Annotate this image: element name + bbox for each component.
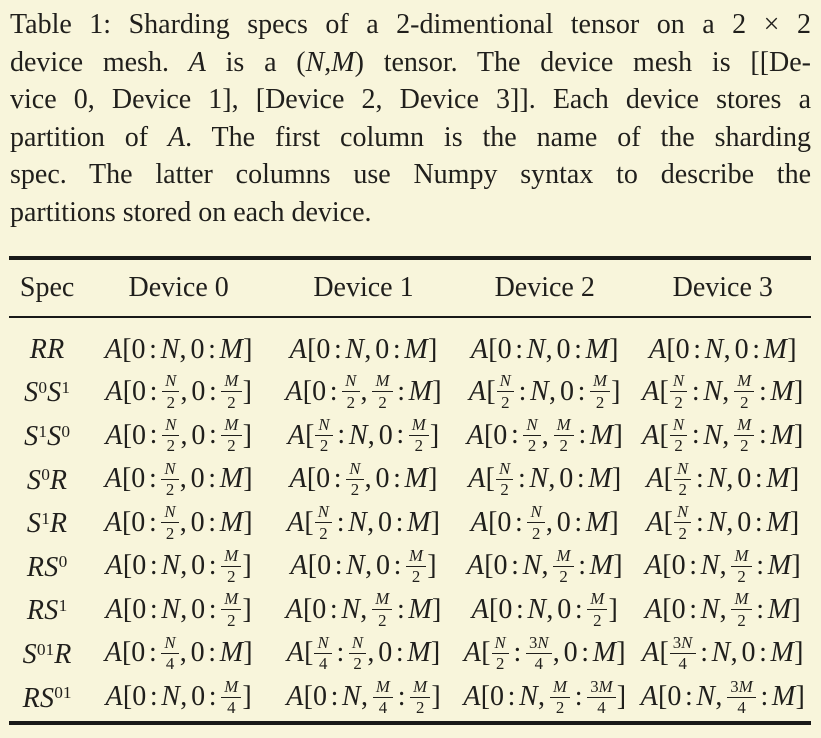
table-body (9, 318, 811, 721)
partition-cell: A[ $\frac{N}{2}$ : N, $\frac{M}{2}$ : M] (642, 371, 804, 412)
partition-cell: A[0 : N, $\frac{M}{4}$ : $\frac{M}{2}$ ] (286, 676, 441, 717)
stacked-fraction: $\frac{N}{2}$ (674, 460, 691, 499)
stacked-fraction: $\frac{N}{2}$ (670, 372, 687, 411)
stacked-fraction: $\frac{M}{2}$ (409, 416, 429, 455)
stacked-fraction: $\frac{M}{2}$ (372, 590, 392, 629)
stacked-fraction: $\frac{N}{2}$ (492, 634, 509, 673)
stacked-fraction: $\frac{N}{2}$ (162, 372, 179, 411)
stacked-fraction: $\frac{M}{2}$ (590, 372, 610, 411)
stacked-fraction: $\frac{N}{2}$ (496, 460, 513, 499)
partition-cell: A[0 : $\frac{N}{2}$ , 0 : M] (104, 502, 253, 543)
partition-cell: A[0 : N, 0 : $\frac{M}{4}$ ] (105, 676, 252, 717)
partition-cell: A[ $\frac{N}{2}$ : N, 0 : M] (646, 502, 800, 543)
stacked-fraction: $\frac{3M}{4}$ (587, 678, 616, 717)
stacked-fraction: $\frac{3N}{4}$ (670, 634, 696, 673)
column-header: Device 0 (128, 272, 229, 303)
spec-cell: RR (29, 333, 65, 365)
stacked-fraction: $\frac{M}{2}$ (221, 416, 241, 455)
stacked-fraction: $\frac{M}{2}$ (734, 372, 754, 411)
stacked-fraction: $\frac{M}{2}$ (731, 590, 751, 629)
stacked-fraction: $\frac{M}{2}$ (221, 590, 241, 629)
partition-cell: A[0 : N, $\frac{M}{2}$ : $\frac{3M}{4}$ ] (463, 676, 627, 717)
table-header-row (9, 260, 811, 316)
stacked-fraction: $\frac{M}{2}$ (553, 547, 573, 586)
spec-cell: RS$^{01}$ (22, 682, 72, 714)
partition-cell: A[0 : N, 0 : M] (470, 333, 619, 365)
stacked-fraction: $\frac{N}{2}$ (670, 416, 687, 455)
stacked-fraction: $\frac{M}{4}$ (373, 678, 393, 717)
caption-line: partitions stored on each device. (10, 196, 372, 228)
stacked-fraction: $\frac{N}{2}$ (161, 460, 178, 499)
caption-line: Table 1: Sharding specs of a 2-dimentional tensor on a 2 × 2 (10, 9, 811, 40)
partition-cell: A[0 : N, $\frac{M}{2}$ : M] (466, 545, 623, 587)
partition-cell: A[0 : N, 0 : $\frac{M}{2}$ ] (105, 545, 252, 587)
partition-cell: A[ $\frac{N}{2}$ : $\frac{3N}{4}$ , 0 : M] (463, 632, 626, 674)
partition-cell: A[0 : $\frac{N}{2}$ , 0 : M] (289, 458, 438, 499)
spec-cell: $S^{01}R$ (22, 638, 72, 670)
partition-cell: A[0 : $\frac{N}{4}$ , 0 : M] (104, 632, 253, 674)
partition-cell: A[ $\frac{N}{4}$ : $\frac{N}{2}$ , 0 : M] (286, 632, 441, 674)
partition-cell: A[0 : N, 0 : M] (104, 333, 253, 365)
spec-cell: $S^0R$ (26, 464, 68, 496)
stacked-fraction: $\frac{M}{2}$ (734, 416, 754, 455)
table-bottom-rule (9, 721, 811, 725)
column-header: Device 3 (672, 272, 773, 303)
partition-cell: A[ $\frac{N}{2}$ : N, 0 : $\frac{M}{2}$ ] (287, 415, 440, 456)
partition-cell: A[ $\frac{3N}{4}$ : N, 0 : M] (642, 632, 804, 674)
stacked-fraction: $\frac{N}{4}$ (314, 634, 331, 673)
stacked-fraction: $\frac{M}{4}$ (221, 678, 241, 717)
column-header: Device 2 (494, 272, 595, 303)
stacked-fraction: $\frac{M}{2}$ (554, 416, 574, 455)
stacked-fraction: $\frac{N}{2}$ (162, 416, 179, 455)
partition-cell: A[0 : N, 0 : $\frac{M}{2}$ ] (471, 589, 618, 630)
stacked-fraction: $\frac{N}{2}$ (315, 503, 332, 542)
spec-cell: $RS^1$ (26, 595, 68, 627)
partition-cell: A[0 : N, $\frac{M}{2}$ : M] (285, 589, 442, 630)
partition-cell: A[0 : $\frac{N}{2}$ , 0 : M] (470, 502, 619, 543)
stacked-fraction: $\frac{M}{2}$ (410, 678, 430, 717)
partition-cell: A[0 : N, 0 : M] (648, 333, 797, 365)
stacked-fraction: $\frac{N}{2}$ (527, 503, 544, 542)
partition-cell: A[ $\frac{N}{2}$ : N, 0 : M] (286, 502, 440, 543)
partition-cell: A[0 : N, 0 : $\frac{M}{2}$ ] (290, 545, 437, 587)
stacked-fraction: $\frac{3N}{4}$ (526, 634, 552, 673)
partition-cell: A[0 : $\frac{N}{2}$ , 0 : $\frac{M}{2}$ ] (105, 415, 252, 456)
stacked-fraction: $\frac{N}{2}$ (349, 634, 366, 673)
spec-cell: $RS^0$ (26, 551, 68, 583)
column-header: Device 1 (313, 272, 414, 303)
stacked-fraction: $\frac{M}{2}$ (372, 372, 392, 411)
caption-line: vice 0, Device 1], [Device 2, Device 3]]. Each device stores a (10, 84, 811, 115)
spec-cell: $S^1R$ (26, 508, 68, 540)
partition-cell: A[0 : N, 0 : M] (289, 333, 438, 365)
stacked-fraction: $\frac{N}{2}$ (161, 503, 178, 542)
stacked-fraction: $\frac{3M}{4}$ (727, 678, 756, 717)
table-caption (10, 6, 811, 231)
caption-line: partition of A. The first column is the name of the sharding (10, 121, 811, 153)
partition-cell: A[ $\frac{N}{2}$ : N, 0 : M] (646, 458, 800, 499)
partition-cell: A[ $\frac{N}{2}$ : N, $\frac{M}{2}$ : M] (642, 415, 804, 456)
spec-cell: $S^0S^1$ (24, 377, 71, 409)
spec-cell: $S^1S^0$ (24, 420, 71, 452)
stacked-fraction: $\frac{M}{2}$ (550, 678, 570, 717)
stacked-fraction: $\frac{N}{4}$ (161, 634, 178, 673)
stacked-fraction: $\frac{M}{2}$ (221, 372, 241, 411)
stacked-fraction: $\frac{N}{2}$ (523, 416, 540, 455)
stacked-fraction: $\frac{M}{2}$ (587, 590, 607, 629)
stacked-fraction: $\frac{N}{2}$ (315, 416, 332, 455)
column-header: Spec (19, 272, 75, 303)
stacked-fraction: $\frac{N}{2}$ (674, 503, 691, 542)
stacked-fraction: $\frac{M}{2}$ (406, 547, 426, 586)
stacked-fraction: $\frac{N}{2}$ (342, 372, 359, 411)
sharding-spec-table (9, 256, 811, 725)
partition-cell: A[ $\frac{N}{2}$ : N, 0 : M] (468, 458, 622, 499)
partition-cell: A[0 : $\frac{N}{2}$ , 0 : M] (104, 458, 253, 499)
partition-cell: A[0 : $\frac{N}{2}$ , 0 : $\frac{M}{2}$ ] (105, 371, 252, 412)
stacked-fraction: $\frac{M}{2}$ (221, 547, 241, 586)
partition-cell: A[0 : N, $\frac{3M}{4}$ : M] (640, 676, 805, 717)
stacked-fraction: $\frac{M}{2}$ (731, 547, 751, 586)
caption-line: device mesh. A is a (N,M) tensor. The device mesh is [[De- (10, 46, 811, 78)
partition-cell: A[0 : N, $\frac{M}{2}$ : M] (644, 589, 801, 630)
stacked-fraction: $\frac{N}{2}$ (497, 372, 514, 411)
stacked-fraction: $\frac{N}{2}$ (346, 460, 363, 499)
caption-line: spec. The latter columns use Numpy syntax to describe the (10, 159, 811, 190)
partition-cell: A[0 : N, $\frac{M}{2}$ : M] (644, 545, 801, 587)
partition-cell: A[0 : $\frac{N}{2}$ , $\frac{M}{2}$ : M] (466, 415, 623, 456)
partition-cell: A[0 : $\frac{N}{2}$ , $\frac{M}{2}$ : M] (285, 371, 442, 412)
partition-cell: A[ $\frac{N}{2}$ : N, 0 : $\frac{M}{2}$ ] (468, 371, 621, 412)
partition-cell: A[0 : N, 0 : $\frac{M}{2}$ ] (105, 589, 252, 630)
